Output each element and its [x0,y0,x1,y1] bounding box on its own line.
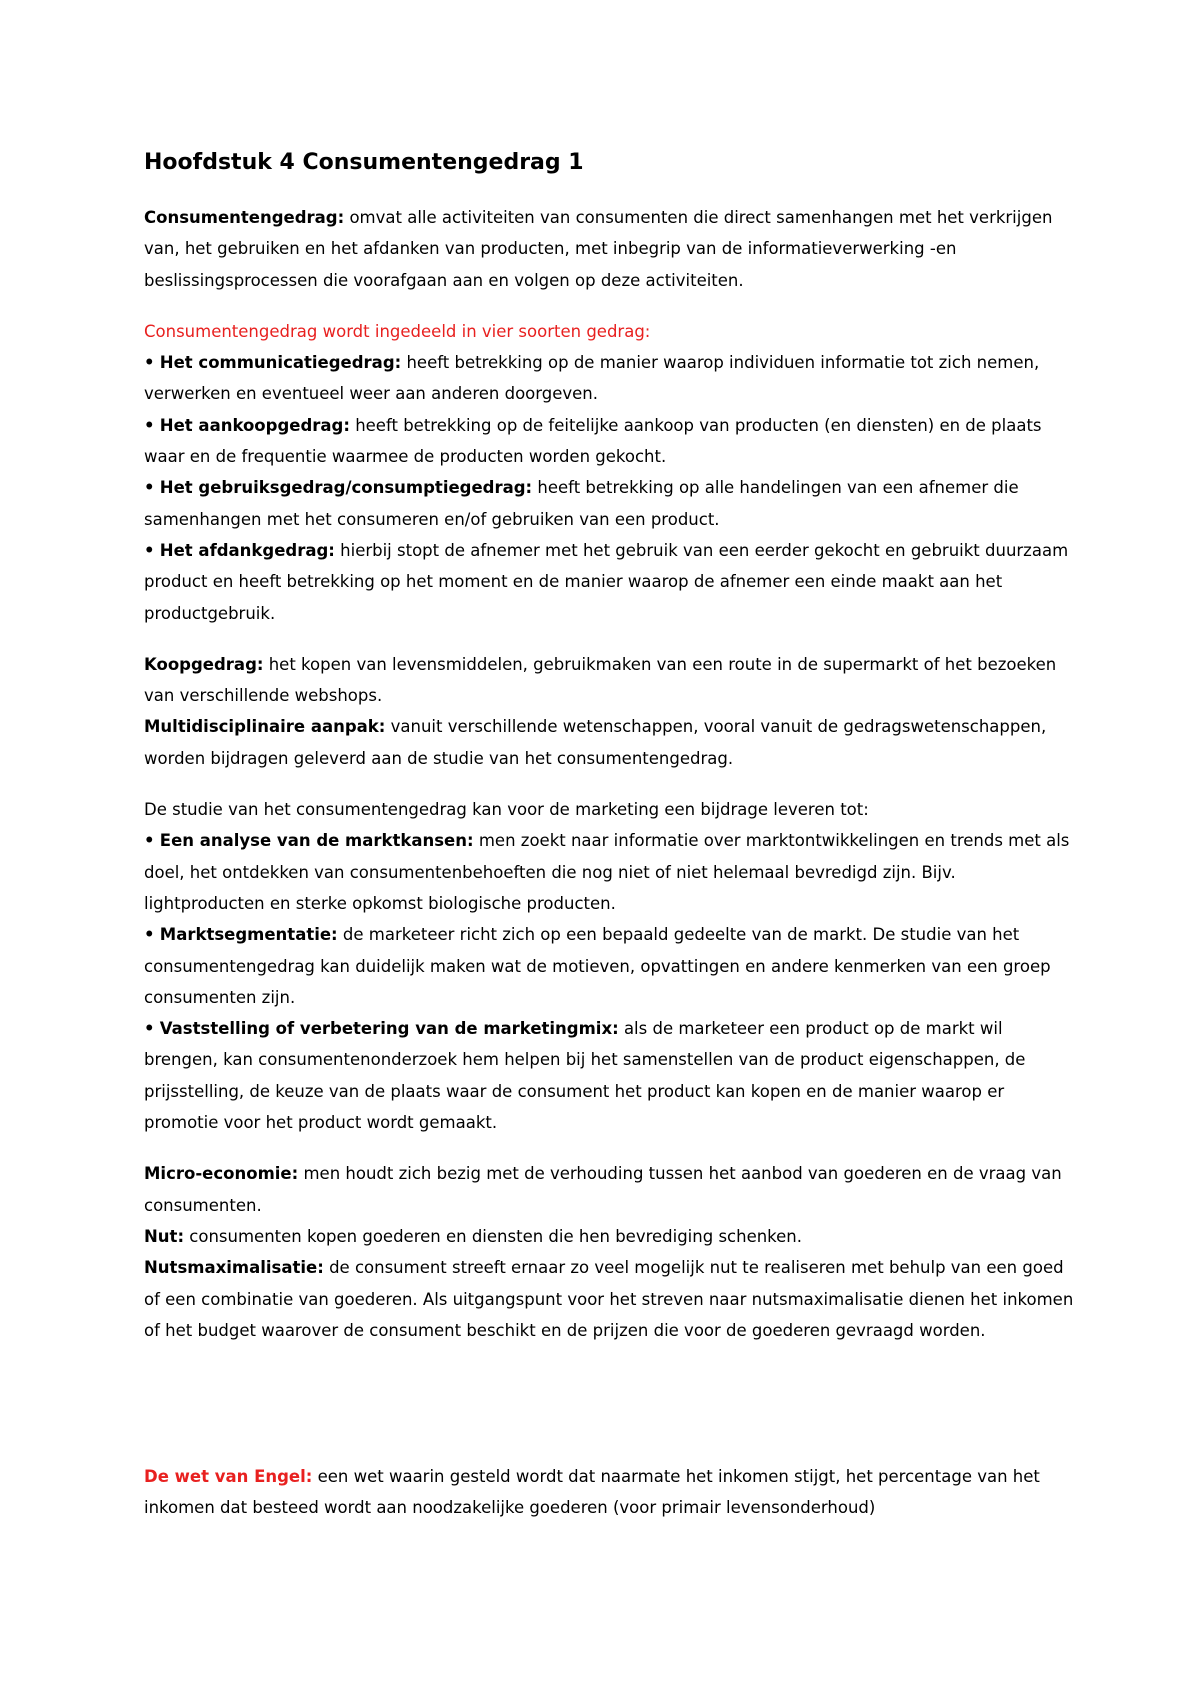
definition-paragraph [144,711,1074,774]
section-koopgedrag [144,649,1074,774]
document-page [144,148,1074,1544]
definition-term: Multidisciplinaire aanpak: [144,717,386,737]
list-item-term: Marktsegmentatie: [159,925,338,945]
definition-term: Nut: [144,1226,185,1246]
definition-text: een wet waarin gesteld wordt dat naarmate het inkomen stijgt, het percentage van het inkomen dat besteed wordt aan noodzakelijke goederen (voor primair levensonderhoud) [144,1467,1040,1518]
list-item-text: als de marketeer een product op de markt wil brengen, kan consumentenonderzoek hem helpen bij het samenstellen van de product eigenschappen, de prijsstelling, de keuze van de plaats waar de consument het product kan kopen en de manier waarop er promotie voor het product wordt gemaakt. [144,1019,1026,1133]
list-item-text: heeft betrekking op de manier waarop individuen informatie tot zich nemen, verwerken en eventueel weer aan anderen doorgeven. [144,353,1040,404]
section-heading-red: Consumentengedrag wordt ingedeeld in vier soorten gedrag: [144,321,651,341]
list-item-term: Het afdankgedrag: [159,540,335,560]
definition-term: Nutsmaximalisatie: [144,1258,324,1278]
list-item [144,825,1074,919]
list-item [144,919,1074,1013]
list-item [144,347,1074,410]
page-title: Hoofdstuk 4 Consumentengedrag 1 [144,150,584,175]
list-item [144,535,1074,629]
list-item [144,1013,1074,1138]
section-intro: De studie van het consumentengedrag kan voor de marketing een bijdrage leveren tot: [144,800,869,820]
list-item-term: Het aankoopgedrag: [159,415,350,435]
list-item-text: men zoekt naar informatie over marktontwikkelingen en trends met als doel, het ontdekken van consumentenbehoeften die nog niet of niet helemaal bevredigd zijn. Bijv. lightproducten en sterke opkomst biologische producten. [144,831,1070,913]
definition-text: men houdt zich bezig met de verhouding tussen het aanbod van goederen en de vraag van consumenten. [144,1164,1062,1215]
list-item-text: de marketeer richt zich op een bepaald gedeelte van de markt. De studie van het consumentengedrag kan duidelijk maken wat de motieven, opvattingen en andere kenmerken van een groep consumenten zijn. [144,925,1051,1007]
definition-text: vanuit verschillende wetenschappen, vooral vanuit de gedragswetenschappen, worden bijdragen geleverd aan de studie van het consumentengedrag. [144,717,1047,768]
section-studie [144,794,1074,1138]
definition-term: Koopgedrag: [144,654,264,674]
definition-text: de consument streeft ernaar zo veel mogelijk nut te realiseren met behulp van een goed of een combinatie van goederen. Als uitgangspunt voor het streven naar nutsmaximalisatie dienen het inkomen of het budget waarover de consument beschikt en de prijzen die voor de goederen gevraagd worden. [144,1258,1074,1340]
definition-paragraph [144,649,1074,712]
definition-text: omvat alle activiteiten van consumenten die direct samenhangen met het verkrijgen van, het gebruiken en het afdanken van producten, met inbegrip van de informatieverwerking -en beslissingsprocessen die voorafgaan aan en volgen op deze activiteiten. [144,208,1053,290]
list-item-term: Vaststelling of verbetering van de marketingmix: [159,1019,619,1039]
list-item-term: Het gebruiksgedrag/consumptiegedrag: [159,478,533,498]
definition-text: het kopen van levensmiddelen, gebruikmaken van een route in de supermarkt of het bezoeken van verschillende webshops. [144,654,1057,706]
list-item-text: heeft betrekking op alle handelingen van een afnemer die samenhangen met het consumeren en/of gebruiken van een product. [144,478,1019,529]
bullet-icon: • [144,478,155,498]
definition-term: Consumentengedrag: [144,208,345,227]
definition-paragraph [144,1221,1074,1252]
section-micro-economie [144,1158,1074,1346]
list-item [144,472,1074,535]
bullet-icon: • [144,540,155,560]
list-item-text: heeft betrekking op de feitelijke aankoop van producten (en diensten) en de plaats waar en de frequentie waarmee de producten worden gekocht. [144,415,1042,467]
definition-consumentengedrag [144,202,1074,296]
section-wet-van-engel [144,1461,1074,1524]
definition-term: Micro-economie: [144,1164,299,1184]
bullet-icon: • [144,831,155,851]
bullet-icon: • [144,925,155,945]
section-soorten-gedrag [144,316,1074,629]
list-item-term: Het communicatiegedrag: [159,353,402,373]
definition-text: consumenten kopen goederen en diensten die hen bevrediging schenken. [184,1226,802,1246]
blank-space [144,1366,1074,1461]
list-item-text: hierbij stopt de afnemer met het gebruik van een eerder gekocht en gebruikt duurzaam product en heeft betrekking op het moment en de manier waarop de afnemer een einde maakt aan het productgebruik. [144,540,1069,623]
list-item-term: Een analyse van de marktkansen: [159,831,474,851]
bullet-icon: • [144,353,155,373]
definition-paragraph [144,1252,1074,1346]
definition-paragraph [144,202,1074,296]
definition-term-red: De wet van Engel: [144,1467,313,1487]
definition-paragraph [144,1158,1074,1221]
list-item [144,410,1074,473]
definition-paragraph [144,1461,1074,1524]
bullet-icon: • [144,415,155,435]
bullet-icon: • [144,1019,155,1039]
